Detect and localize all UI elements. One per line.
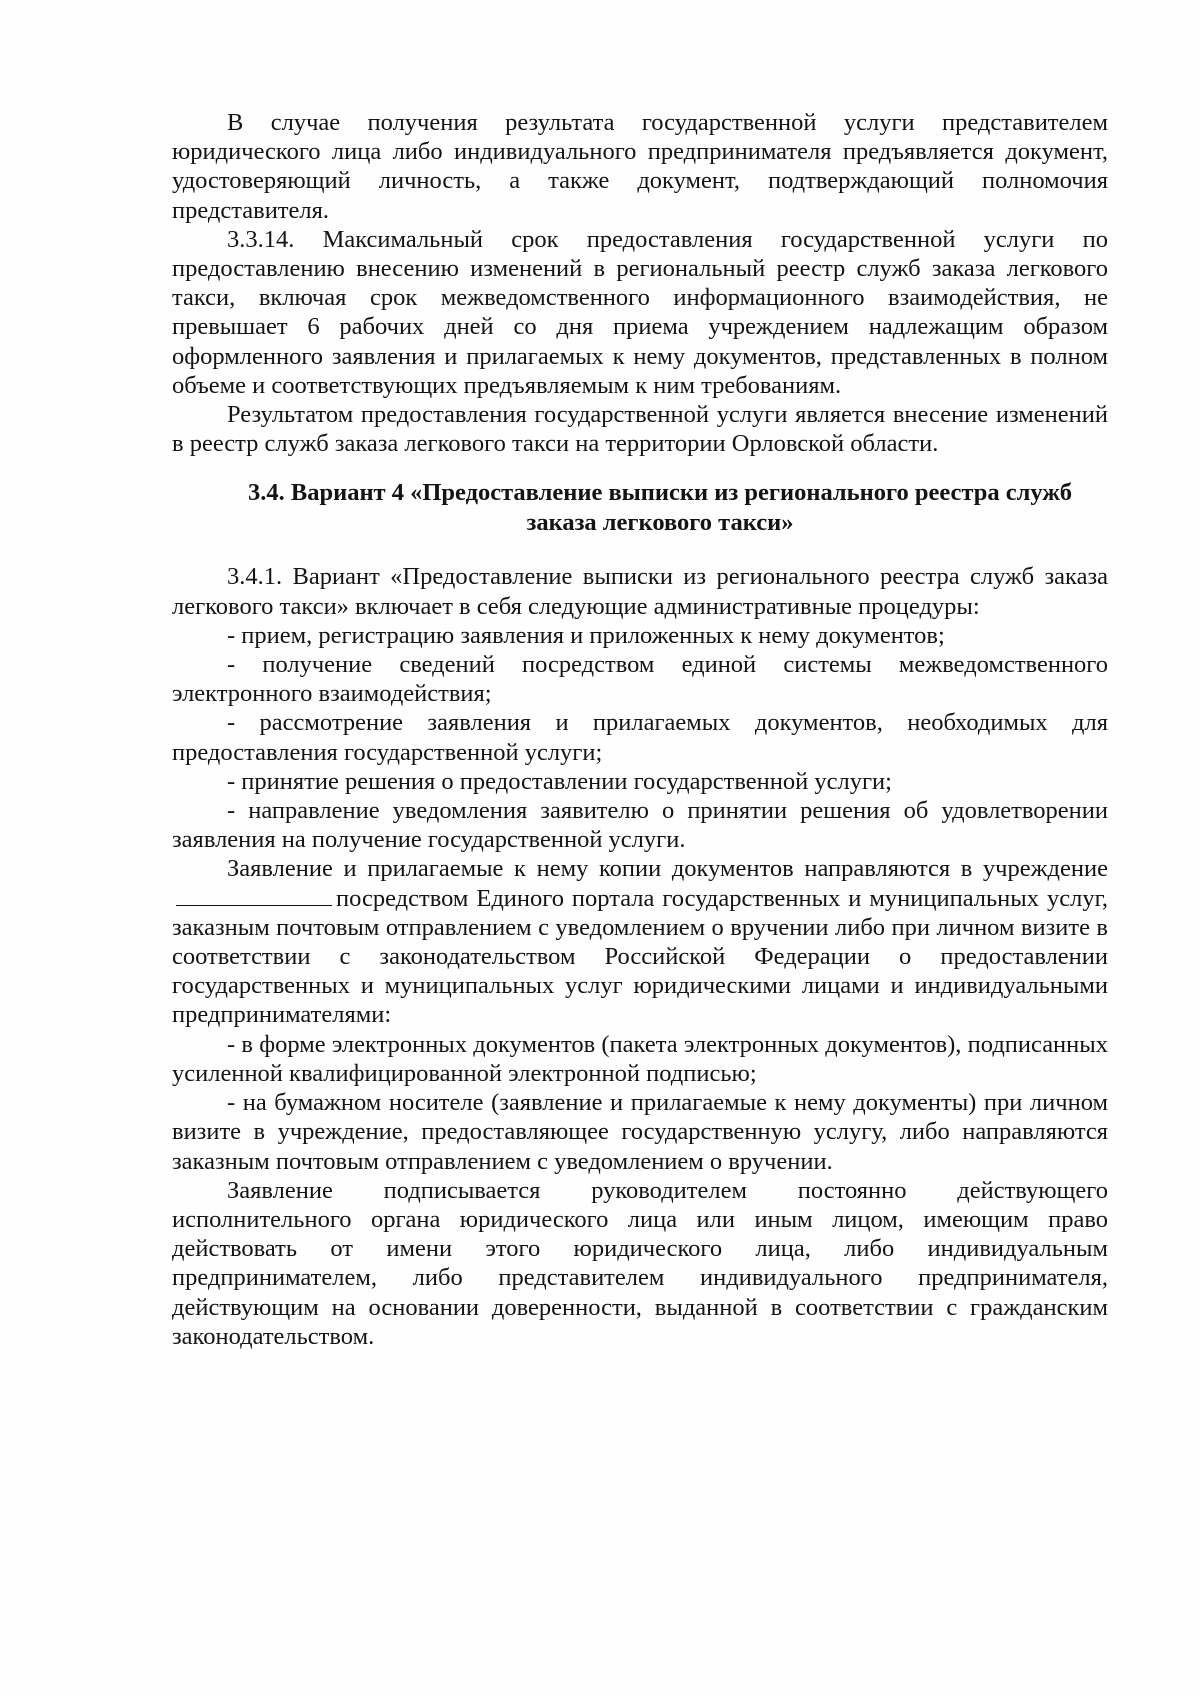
paragraph-3-4-1: 3.4.1. Вариант «Предоставление выписки из регионального реестра служб заказа легкового такси» включает в себя следующие административные процедуры: xyxy=(172,563,1108,620)
section-heading-3-4 xyxy=(172,478,1108,538)
list-item-notification: - направление уведомления заявителю о принятии решения об удовлетворении заявления на получение государственной услуги. xyxy=(172,797,1108,854)
paragraph-result: Результатом предоставления государственной услуги является внесение изменений в реестр служб заказа легкового такси на территории Орловской области. xyxy=(172,401,1108,458)
paragraph-3-3-14: 3.3.14. Максимальный срок предоставления государственной услуги по предоставлению внесению изменений в региональный реестр служб заказа легкового такси, включая срок межведомственного информационного взаимодействия, не превышает 6 рабочих дней со дня приема учреждением надлежащим образом оформленного заявления и прилагаемых к нему документов, представленных в полном объеме и соответствующих предъявляемым к ним требованиям. xyxy=(172,225,1108,399)
document-body xyxy=(172,108,1108,1351)
paragraph-representative: В случае получения результата государственной услуги представителем юридического лица либо индивидуального предпринимателя предъявляется документ, удостоверяющий личность, а также документ, подтверждающий полномочия представителя. xyxy=(172,109,1108,224)
list-item-decision: - принятие решения о предоставлении государственной услуги; xyxy=(227,767,892,795)
paragraph-signature: Заявление подписывается руководителем постоянно действующего исполнительного органа юридического лица или иным лицом, имеющим право действовать от имени этого юридического лица, либо индивидуальным предпринимателем, либо представителем индивидуального предпринимателя, действующим на основании доверенности, выданной в соответствии с гражданским законодательством. xyxy=(172,1176,1108,1350)
list-item-information: - получение сведений посредством единой системы межведомственного электронного взаимодействия; xyxy=(172,651,1108,708)
submission-text-before: Заявление и прилагаемые к нему копии документов направляются в учреждение xyxy=(227,855,1108,883)
list-item-electronic: - в форме электронных документов (пакета электронных документов), подписанных усиленной квалифицированной электронной подписью; xyxy=(172,1030,1108,1087)
paragraph-submission xyxy=(172,854,1108,1029)
list-item-paper: - на бумажном носителе (заявление и прилагаемые к нему документы) при личном визите в учреждение, предоставляющее государственную услугу, либо направляются заказным почтовым отправлением с уведомлением о вручении. xyxy=(172,1089,1108,1175)
section-heading-line-2: заказа легкового такси» xyxy=(526,509,794,537)
list-item-review: - рассмотрение заявления и прилагаемых документов, необходимых для предоставления государственной услуги; xyxy=(172,709,1108,766)
section-heading-line-1: 3.4. Вариант 4 «Предоставление выписки из регионального реестра служб xyxy=(247,479,1073,507)
submission-text-after: посредством Единого портала государственных и муниципальных услуг, заказным почтовым отправлением с уведомлением о вручении либо при личном визите в соответствии с законодательством Российской Федерации о предоставлении государственных и муниципальных услуг юридическими лицами и индивидуальными предпринимателями: xyxy=(172,884,1108,1029)
blank-field-line xyxy=(176,887,332,906)
list-item-reception: - прием, регистрацию заявления и приложенных к нему документов; xyxy=(227,621,945,649)
